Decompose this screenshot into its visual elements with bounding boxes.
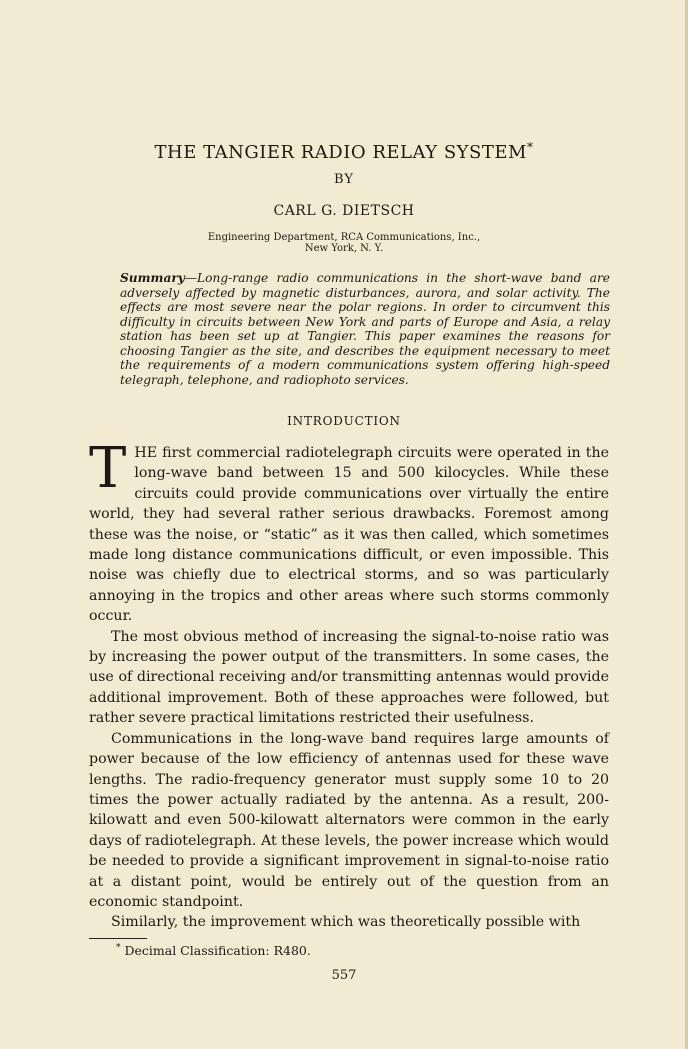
drop-cap: T bbox=[89, 436, 127, 501]
footnote bbox=[116, 943, 311, 958]
affiliation-line-1: Engineering Department, RCA Communications, Inc., bbox=[207, 232, 481, 243]
paragraph-3: Communications in the long-wave band requires large amounts of power because of the low efficiency of antennas used for these wave lengths. The radio-frequency generator must supply some 10 to 20 times the power actually radiated by the antenna. As a result, 200-kilowatt and even 500-kilowatt alternators were common in the early days of radiotelegraph. At these levels, the power increase which would be needed to provide a significant improvement in signal-to-noise ratio at a distant point, would be entirely out of the question from an economic standpoint. bbox=[89, 730, 609, 910]
affiliation-line-2: New York, N. Y. bbox=[304, 243, 384, 254]
footnote-mark: * bbox=[116, 943, 121, 953]
page-number: 557 bbox=[331, 968, 357, 983]
article-title bbox=[0, 140, 688, 163]
author-name: CARL G. DIETSCH bbox=[273, 203, 415, 219]
paragraph-1 bbox=[89, 436, 609, 627]
footnote-rule bbox=[89, 938, 147, 939]
summary-text: —Long-range radio communications in the short-wave band are adversely affected by magnetic disturbances, aurora, and solar activity. The effects are most severe near the polar regions. In order to circumvent this difficulty in circuits between New York and parts of Europe and Asia, a relay station has been set up at Tangier. This paper examines the reasons for choosing Tangier as the site, and describes the equipment necessary to meet the requirements of a modern communications system offering high-speed telegraph, telephone, and radiophoto services. bbox=[120, 271, 610, 387]
body-text bbox=[89, 436, 609, 933]
title-text: THE TANGIER RADIO RELAY SYSTEM bbox=[154, 142, 527, 163]
paragraph-1-text: HE first commercial radiotelegraph circuits were operated in the long-wave band between 15 and 500 kilocycles. While these circuits could provide communications over virtually the entire world, they had several rather serious drawbacks. Foremost among these was the noise, or “static” as it was then called, which sometimes made long distance communications difficult, or even impossible. This noise was chiefly due to electrical storms, and so was particularly annoying in the tropics and other areas where such storms commonly occur. bbox=[89, 445, 609, 625]
author-affiliation bbox=[0, 232, 688, 254]
paragraph-2: The most obvious method of increasing the signal-to-noise ratio was by increasing the power output of the transmitters. In some cases, the use of directional receiving and/or transmitting antennas would provide additional improvement. Both of these approaches were followed, but rather severe practical limitations restricted their usefulness. bbox=[89, 628, 609, 727]
summary-label: Summary bbox=[120, 271, 185, 285]
byline-label: BY bbox=[334, 172, 354, 187]
title-footnote-mark: * bbox=[526, 140, 534, 154]
section-heading: INTRODUCTION bbox=[287, 414, 401, 428]
paragraph-4: Similarly, the improvement which was theoretically possible with bbox=[111, 914, 581, 931]
summary-abstract bbox=[120, 271, 610, 387]
footnote-text: Decimal Classification: R480. bbox=[124, 943, 311, 959]
